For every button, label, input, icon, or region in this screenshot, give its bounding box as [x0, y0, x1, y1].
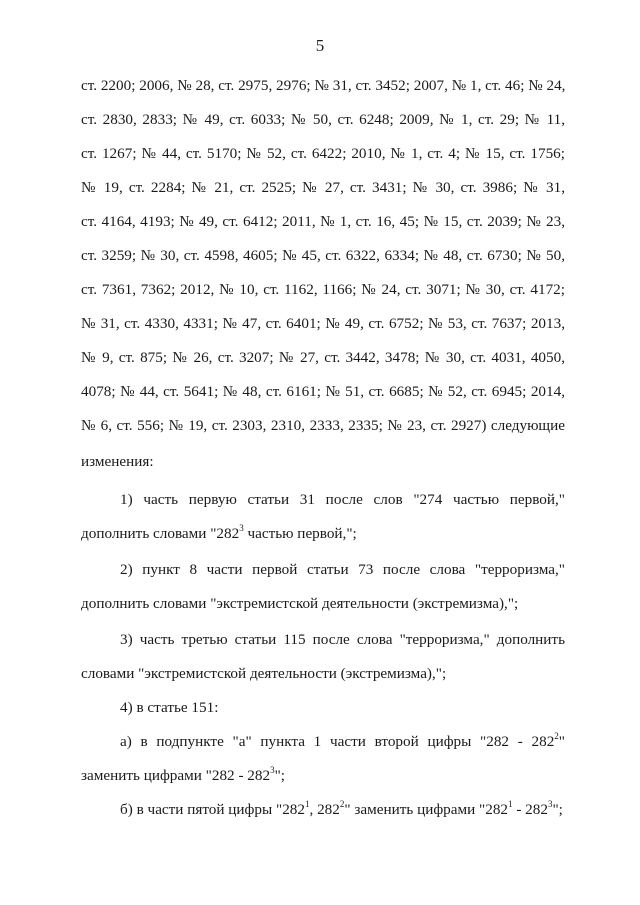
text-line: 4078; № 44, ст. 5641; № 48, ст. 6161; № 51, ст. 6685; № 52, ст. 6945; 2014,: [81, 383, 565, 400]
text-line: 2) пункт 8 части первой статьи 73 после слова "терроризма,": [120, 561, 565, 578]
text-line: ст. 1267; № 44, ст. 5170; № 52, ст. 6422; 2010, № 1, ст. 4; № 15, ст. 1756;: [81, 145, 565, 162]
text-line: № 31, ст. 4330, 4331; № 47, ст. 6401; № 49, ст. 6752; № 53, ст. 7637; 2013,: [81, 315, 565, 332]
text-line: ст. 3259; № 30, ст. 4598, 4605; № 45, ст. 6322, 6334; № 48, ст. 6730; № 50,: [81, 247, 565, 264]
text-line: б) в части пятой цифры "$282^1$, $282^2$" заменить цифрами "$282^1 - 282^3$";: [120, 798, 563, 818]
text-line: 3) часть третью статьи 115 после слова "терроризма," дополнить: [120, 631, 565, 648]
text-line: изменения:: [81, 453, 154, 470]
text-line: а) в подпункте "а" пункта 1 части второй цифры "$282 - 282^2$": [120, 730, 565, 750]
text-line: дополнить словами "экстремистской деятельности (экстремизма),";: [81, 595, 519, 612]
text-line: № 19, ст. 2284; № 21, ст. 2525; № 27, ст. 3431; № 30, ст. 3986; № 31,: [81, 179, 565, 196]
text-line: 1) часть первую статьи 31 после слов "274 частью первой,": [120, 491, 565, 508]
page-number: 5: [315, 36, 325, 55]
text-line: № 9, ст. 875; № 26, ст. 3207; № 27, ст. 3442, 3478; № 30, ст. 4031, 4050,: [81, 349, 565, 366]
text-line: № 6, ст. 556; № 19, ст. 2303, 2310, 2333, 2335; № 23, ст. 2927) следующие: [81, 417, 565, 434]
text-line: ст. 2200; 2006, № 28, ст. 2975, 2976; № 31, ст. 3452; 2007, № 1, ст. 46; № 24,: [81, 77, 566, 94]
text-line: 4) в статье 151:: [120, 699, 219, 716]
text-line: ст. 4164, 4193; № 49, ст. 6412; 2011, № 1, ст. 16, 45; № 15, ст. 2039; № 23,: [81, 213, 565, 230]
text-line: заменить цифрами "$282 - 282^3$";: [81, 764, 286, 784]
text-line: словами "экстремистской деятельности (экстремизма),";: [81, 665, 447, 682]
text-line: ст. 7361, 7362; 2012, № 10, ст. 1162, 1166; № 24, ст. 3071; № 30, ст. 4172;: [81, 281, 565, 298]
text-line: ст. 2830, 2833; № 49, ст. 6033; № 50, ст. 6248; 2009, № 1, ст. 29; № 11,: [81, 111, 565, 128]
text-line: дополнить словами "$282^3$ частью первой,";: [81, 522, 357, 542]
